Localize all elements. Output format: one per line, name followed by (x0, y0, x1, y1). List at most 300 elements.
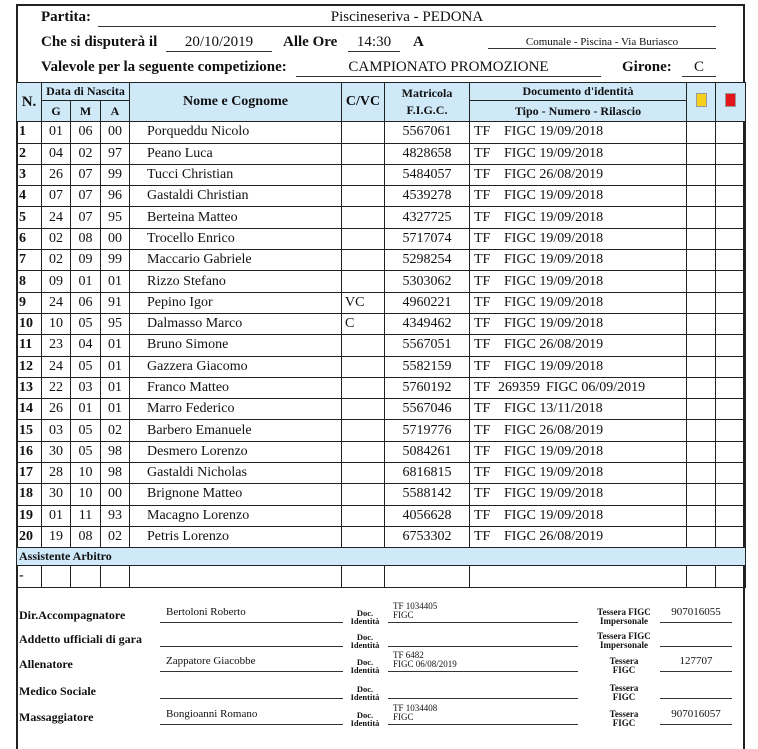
doc-line2: FIGC (393, 610, 414, 620)
doc-release: FIGC 19/09/2018 (504, 294, 604, 310)
doc-type: TF (474, 273, 491, 289)
table-row (17, 335, 746, 356)
document[interactable] (470, 484, 687, 505)
col-a: A (101, 101, 130, 122)
row-number: 19 (17, 505, 42, 526)
birth-day[interactable]: 24 (42, 356, 71, 377)
captain-flag[interactable] (342, 399, 385, 420)
doc-type: TF (474, 486, 491, 502)
captain-flag[interactable] (342, 271, 385, 292)
col-matricola-line2: F.I.G.C. (406, 103, 448, 118)
birth-month[interactable]: 07 (71, 164, 101, 185)
row-number: 2 (17, 143, 42, 164)
captain-flag[interactable] (342, 463, 385, 484)
player-name[interactable]: Gastaldi Christian (130, 186, 342, 207)
birth-month[interactable]: 02 (71, 143, 101, 164)
birth-year[interactable]: 99 (101, 250, 130, 271)
row-number: 16 (17, 441, 42, 462)
doc-number: 269359 (498, 380, 540, 395)
birth-day[interactable]: 24 (42, 292, 71, 313)
document[interactable] (470, 207, 687, 228)
row-number: 5 (17, 207, 42, 228)
tessera-label: Tessera FIGC (609, 709, 639, 728)
doc-type: TF (474, 124, 491, 140)
captain-flag[interactable]: C (342, 313, 385, 334)
red-card-cell[interactable] (716, 399, 746, 420)
matricola[interactable]: 4056628 (385, 505, 470, 526)
player-name[interactable]: Petris Lorenzo (130, 526, 342, 547)
birth-day[interactable]: 10 (42, 313, 71, 334)
yellow-card-cell[interactable] (687, 484, 716, 505)
red-card-cell[interactable] (716, 505, 746, 526)
birth-month[interactable]: 01 (71, 399, 101, 420)
yellow-card-cell[interactable] (687, 164, 716, 185)
staff-name-field[interactable] (160, 682, 343, 699)
matricola[interactable]: 6753302 (385, 526, 470, 547)
assistant-doc[interactable] (470, 566, 687, 587)
birth-year[interactable]: 00 (101, 484, 130, 505)
table-row (17, 399, 746, 420)
document[interactable] (470, 463, 687, 484)
red-card-cell[interactable] (716, 143, 746, 164)
document[interactable] (470, 505, 687, 526)
yellow-card-cell[interactable] (687, 313, 716, 334)
tessera-label: Tessera FIGC (609, 683, 639, 702)
yellow-card-cell[interactable] (687, 505, 716, 526)
col-g: G (42, 101, 71, 122)
doc-type: TF (474, 507, 491, 523)
birth-year[interactable]: 00 (101, 228, 130, 249)
yellow-card-cell[interactable] (687, 335, 716, 356)
birth-year[interactable]: 02 (101, 526, 130, 547)
red-card-cell[interactable] (716, 463, 746, 484)
staff-name-field[interactable]: Bertoloni Roberto (160, 606, 343, 623)
document[interactable] (470, 377, 687, 398)
red-card-cell[interactable] (716, 377, 746, 398)
doc-release: FIGC 13/11/2018 (504, 401, 603, 417)
red-card-cell[interactable] (716, 207, 746, 228)
table-row (17, 441, 746, 462)
competition-field[interactable]: CAMPIONATO PROMOZIONE (296, 59, 601, 77)
birth-year[interactable]: 95 (101, 207, 130, 228)
table-row (17, 463, 746, 484)
matricola[interactable]: 4349462 (385, 313, 470, 334)
document[interactable] (470, 186, 687, 207)
captain-flag[interactable] (342, 164, 385, 185)
doc-type: TF (474, 252, 491, 268)
red-card-cell[interactable] (716, 271, 746, 292)
document[interactable] (470, 335, 687, 356)
birth-year[interactable]: 01 (101, 399, 130, 420)
col-yellow-card (687, 83, 716, 122)
birth-day[interactable]: 26 (42, 164, 71, 185)
birth-year[interactable]: 01 (101, 377, 130, 398)
red-card-cell[interactable] (716, 441, 746, 462)
captain-flag[interactable] (342, 356, 385, 377)
birth-year[interactable]: 98 (101, 441, 130, 462)
matricola[interactable]: 5719776 (385, 420, 470, 441)
row-number: 13 (17, 377, 42, 398)
document[interactable] (470, 356, 687, 377)
table-row (17, 228, 746, 249)
doc-release: FIGC 19/09/2018 (504, 316, 604, 332)
doc-release: FIGC 19/09/2018 (504, 443, 604, 459)
assistant-name[interactable] (130, 566, 342, 587)
table-row (17, 207, 746, 228)
matricola[interactable]: 5567061 (385, 122, 470, 143)
col-matricola-line1: Matricola (401, 86, 453, 101)
yellow-card-cell[interactable] (687, 271, 716, 292)
birth-day[interactable]: 07 (42, 186, 71, 207)
player-name[interactable]: Gazzera Giacomo (130, 356, 342, 377)
staff-doc-field[interactable] (388, 651, 578, 672)
yellow-card-cell[interactable] (687, 356, 716, 377)
yellow-card-cell[interactable] (687, 377, 716, 398)
matricola[interactable]: 5298254 (385, 250, 470, 271)
document[interactable] (470, 399, 687, 420)
birth-year[interactable]: 97 (101, 143, 130, 164)
birth-month[interactable]: 06 (71, 292, 101, 313)
matricola[interactable]: 5567046 (385, 399, 470, 420)
doc-release: FIGC 19/09/2018 (504, 358, 604, 374)
staff-role: Massaggiatore (19, 710, 94, 724)
staff-doc-field[interactable] (388, 626, 578, 647)
player-name[interactable]: Brignone Matteo (130, 484, 342, 505)
col-cvc: C/VC (342, 83, 385, 122)
player-name[interactable]: Trocello Enrico (130, 228, 342, 249)
staff-role: Medico Sociale (19, 684, 96, 698)
birth-month[interactable]: 10 (71, 484, 101, 505)
birth-year[interactable]: 01 (101, 356, 130, 377)
document[interactable] (470, 271, 687, 292)
yellow-card-cell[interactable] (687, 143, 716, 164)
doc-identity-label: Doc. Identità (350, 632, 380, 650)
tessera-label: Tessera FIGC Impersonale (597, 607, 651, 626)
document[interactable] (470, 164, 687, 185)
staff-doc-field[interactable] (388, 678, 578, 699)
row-number: 20 (17, 526, 42, 547)
birth-year[interactable]: 93 (101, 505, 130, 526)
doc-release: FIGC 19/09/2018 (504, 145, 604, 161)
matricola[interactable]: 4960221 (385, 292, 470, 313)
row-number: 8 (17, 271, 42, 292)
red-card-cell[interactable] (716, 335, 746, 356)
birth-day[interactable]: 30 (42, 484, 71, 505)
birth-month[interactable]: 08 (71, 228, 101, 249)
birth-day[interactable]: 02 (42, 228, 71, 249)
birth-day[interactable]: 28 (42, 463, 71, 484)
document[interactable] (470, 313, 687, 334)
birth-year[interactable]: 98 (101, 463, 130, 484)
red-card-cell[interactable] (716, 484, 746, 505)
birth-day[interactable]: 01 (42, 122, 71, 143)
doc-identity-label: Doc. Identità (350, 710, 380, 728)
assistant-yellow[interactable] (687, 566, 716, 587)
birth-month[interactable]: 05 (71, 313, 101, 334)
assistant-n: - (17, 566, 42, 587)
doc-release: FIGC 19/09/2018 (504, 209, 604, 225)
document[interactable] (470, 228, 687, 249)
tessera-field[interactable]: 127707 (660, 655, 732, 672)
player-name[interactable]: Tucci Christian (130, 164, 342, 185)
tessera-field[interactable]: 907016057 (660, 708, 732, 725)
doc-line2: FIGC 06/08/2019 (393, 659, 457, 669)
date-field[interactable]: 20/10/2019 (166, 34, 272, 52)
doc-type: TF (474, 145, 491, 161)
birth-day[interactable]: 26 (42, 399, 71, 420)
row-number: 4 (17, 186, 42, 207)
birth-year[interactable]: 01 (101, 271, 130, 292)
staff-doc-field[interactable] (388, 602, 578, 623)
captain-flag[interactable] (342, 484, 385, 505)
doc-release: FIGC 26/08/2019 (504, 337, 604, 353)
birth-year[interactable]: 02 (101, 420, 130, 441)
doc-line1: TF 6482 (393, 650, 424, 660)
girone-label: Girone: (622, 59, 672, 75)
birth-day[interactable]: 24 (42, 207, 71, 228)
assistant-m[interactable] (71, 566, 101, 587)
captain-flag[interactable] (342, 526, 385, 547)
red-card-cell[interactable] (716, 420, 746, 441)
document[interactable] (470, 526, 687, 547)
player-name[interactable]: Maccario Gabriele (130, 250, 342, 271)
doc-type: TF (474, 209, 491, 225)
captain-flag[interactable] (342, 228, 385, 249)
captain-flag[interactable] (342, 186, 385, 207)
col-doc-sub: Tipo - Numero - Rilascio (470, 101, 687, 122)
red-card-cell[interactable] (716, 526, 746, 547)
table-row (17, 420, 746, 441)
doc-line1: TF 1034408 (393, 703, 438, 713)
doc-type: TF (474, 316, 491, 332)
matricola[interactable]: 4539278 (385, 186, 470, 207)
yellow-card-icon (696, 93, 707, 107)
red-card-icon (725, 93, 736, 107)
table-row (17, 377, 746, 398)
doc-type: TF (474, 230, 491, 246)
row-number: 11 (17, 335, 42, 356)
captain-flag[interactable] (342, 441, 385, 462)
captain-flag[interactable] (342, 377, 385, 398)
birth-month[interactable]: 10 (71, 463, 101, 484)
red-card-cell[interactable] (716, 250, 746, 271)
player-name[interactable]: Gastaldi Nicholas (130, 463, 342, 484)
birth-year[interactable]: 00 (101, 122, 130, 143)
yellow-card-cell[interactable] (687, 207, 716, 228)
player-name[interactable]: Rizzo Stefano (130, 271, 342, 292)
document[interactable] (470, 441, 687, 462)
assistant-red[interactable] (716, 566, 746, 587)
players-table (16, 82, 746, 588)
row-number: 7 (17, 250, 42, 271)
document[interactable] (470, 122, 687, 143)
birth-day[interactable]: 23 (42, 335, 71, 356)
captain-flag[interactable] (342, 143, 385, 164)
assistant-a[interactable] (101, 566, 130, 587)
yellow-card-cell[interactable] (687, 526, 716, 547)
birth-month[interactable]: 08 (71, 526, 101, 547)
yellow-card-cell[interactable] (687, 186, 716, 207)
yellow-card-cell[interactable] (687, 463, 716, 484)
birth-day[interactable]: 04 (42, 143, 71, 164)
birth-day[interactable]: 19 (42, 526, 71, 547)
captain-flag[interactable] (342, 250, 385, 271)
table-row (17, 526, 746, 547)
matricola[interactable]: 5484057 (385, 164, 470, 185)
red-card-cell[interactable] (716, 228, 746, 249)
matricola[interactable]: 5303062 (385, 271, 470, 292)
yellow-card-cell[interactable] (687, 292, 716, 313)
red-card-cell[interactable] (716, 164, 746, 185)
staff-doc-field[interactable] (388, 704, 578, 725)
document[interactable] (470, 143, 687, 164)
row-number: 12 (17, 356, 42, 377)
assistant-matricola[interactable] (385, 566, 470, 587)
staff-role: Dir.Accompagnatore (19, 608, 126, 622)
doc-release: FIGC 06/09/2019 (546, 380, 646, 395)
red-card-cell[interactable] (716, 313, 746, 334)
birth-month[interactable]: 05 (71, 356, 101, 377)
player-name[interactable]: Pepino Igor (130, 292, 342, 313)
row-number: 9 (17, 292, 42, 313)
partita-field[interactable]: Piscineseriva - PEDONA (98, 9, 716, 27)
girone-field[interactable]: C (682, 59, 716, 77)
venue-label: A (413, 34, 424, 50)
assistant-row (17, 566, 746, 587)
doc-type: TF (474, 422, 491, 438)
doc-type: TF (474, 443, 491, 459)
birth-month[interactable]: 06 (71, 122, 101, 143)
col-name: Nome e Cognome (130, 83, 342, 122)
row-number: 15 (17, 420, 42, 441)
player-name[interactable]: Bruno Simone (130, 335, 342, 356)
venue-field[interactable]: Comunale - Piscina - Via Buriasco (488, 34, 716, 49)
matricola[interactable]: 5760192 (385, 377, 470, 398)
staff-role: Allenatore (19, 657, 73, 671)
assistant-cvc[interactable] (342, 566, 385, 587)
yellow-card-cell[interactable] (687, 122, 716, 143)
row-number: 6 (17, 228, 42, 249)
captain-flag[interactable]: VC (342, 292, 385, 313)
player-name[interactable]: Macagno Lorenzo (130, 505, 342, 526)
player-name[interactable]: Porqueddu Nicolo (130, 122, 342, 143)
staff-name-field[interactable]: Bongioanni Romano (160, 708, 343, 725)
matricola[interactable]: 5588142 (385, 484, 470, 505)
date-label: Che si disputerà il (41, 34, 158, 50)
birth-year[interactable]: 01 (101, 335, 130, 356)
red-card-cell[interactable] (716, 292, 746, 313)
birth-month[interactable]: 07 (71, 207, 101, 228)
document[interactable] (470, 420, 687, 441)
document[interactable] (470, 250, 687, 271)
col-birth: Data di Nascita (42, 83, 130, 101)
time-field[interactable]: 14:30 (348, 34, 400, 52)
captain-flag[interactable] (342, 335, 385, 356)
matricola[interactable]: 4828658 (385, 143, 470, 164)
row-number: 10 (17, 313, 42, 334)
matricola[interactable]: 5582159 (385, 356, 470, 377)
matricola[interactable]: 5567051 (385, 335, 470, 356)
staff-role: Addetto ufficiali di gara (19, 632, 142, 646)
row-number: 18 (17, 484, 42, 505)
tessera-field[interactable] (660, 682, 732, 699)
yellow-card-cell[interactable] (687, 441, 716, 462)
assistant-g[interactable] (42, 566, 71, 587)
matricola[interactable]: 6816815 (385, 463, 470, 484)
matricola[interactable]: 4327725 (385, 207, 470, 228)
captain-flag[interactable] (342, 420, 385, 441)
red-card-cell[interactable] (716, 186, 746, 207)
birth-month[interactable]: 05 (71, 420, 101, 441)
staff-name-field[interactable] (160, 630, 343, 647)
red-card-cell[interactable] (716, 356, 746, 377)
yellow-card-cell[interactable] (687, 250, 716, 271)
table-row (17, 292, 746, 313)
doc-type: TF (474, 401, 491, 417)
birth-day[interactable]: 01 (42, 505, 71, 526)
yellow-card-cell[interactable] (687, 228, 716, 249)
birth-year[interactable]: 99 (101, 164, 130, 185)
birth-day[interactable]: 02 (42, 250, 71, 271)
tessera-field[interactable] (660, 630, 732, 647)
birth-day[interactable]: 03 (42, 420, 71, 441)
birth-month[interactable]: 07 (71, 186, 101, 207)
birth-month[interactable]: 01 (71, 271, 101, 292)
player-name[interactable]: Dalmasso Marco (130, 313, 342, 334)
captain-flag[interactable] (342, 207, 385, 228)
birth-day[interactable]: 09 (42, 271, 71, 292)
birth-month[interactable]: 03 (71, 377, 101, 398)
staff-name-field[interactable]: Zappatore Giacobbe (160, 655, 343, 672)
doc-identity-label: Doc. Identità (350, 608, 380, 626)
matricola[interactable]: 5084261 (385, 441, 470, 462)
tessera-field[interactable]: 907016055 (660, 606, 732, 623)
player-name[interactable]: Peano Luca (130, 143, 342, 164)
birth-year[interactable]: 91 (101, 292, 130, 313)
birth-year[interactable]: 96 (101, 186, 130, 207)
doc-release: FIGC 19/09/2018 (504, 507, 604, 523)
player-name[interactable]: Marro Federico (130, 399, 342, 420)
captain-flag[interactable] (342, 122, 385, 143)
birth-month[interactable]: 04 (71, 335, 101, 356)
birth-month[interactable]: 11 (71, 505, 101, 526)
yellow-card-cell[interactable] (687, 420, 716, 441)
red-card-cell[interactable] (716, 122, 746, 143)
row-number: 3 (17, 164, 42, 185)
birth-month[interactable]: 09 (71, 250, 101, 271)
doc-release: FIGC 26/08/2019 (504, 422, 604, 438)
birth-month[interactable]: 05 (71, 441, 101, 462)
matricola[interactable]: 5717074 (385, 228, 470, 249)
document[interactable] (470, 292, 687, 313)
doc-release: FIGC 19/09/2018 (504, 465, 604, 481)
yellow-card-cell[interactable] (687, 399, 716, 420)
captain-flag[interactable] (342, 505, 385, 526)
player-name[interactable]: Franco Matteo (130, 377, 342, 398)
player-name[interactable]: Barbero Emanuele (130, 420, 342, 441)
player-name[interactable]: Desmero Lorenzo (130, 441, 342, 462)
competition-label: Valevole per la seguente competizione: (41, 59, 287, 75)
player-name[interactable]: Berteina Matteo (130, 207, 342, 228)
table-row (17, 313, 746, 334)
table-row (17, 484, 746, 505)
tessera-label: Tessera FIGC (609, 656, 639, 675)
birth-day[interactable]: 30 (42, 441, 71, 462)
birth-day[interactable]: 22 (42, 377, 71, 398)
doc-line1: TF 1034405 (393, 601, 438, 611)
birth-year[interactable]: 95 (101, 313, 130, 334)
doc-release: FIGC 19/09/2018 (504, 486, 604, 502)
